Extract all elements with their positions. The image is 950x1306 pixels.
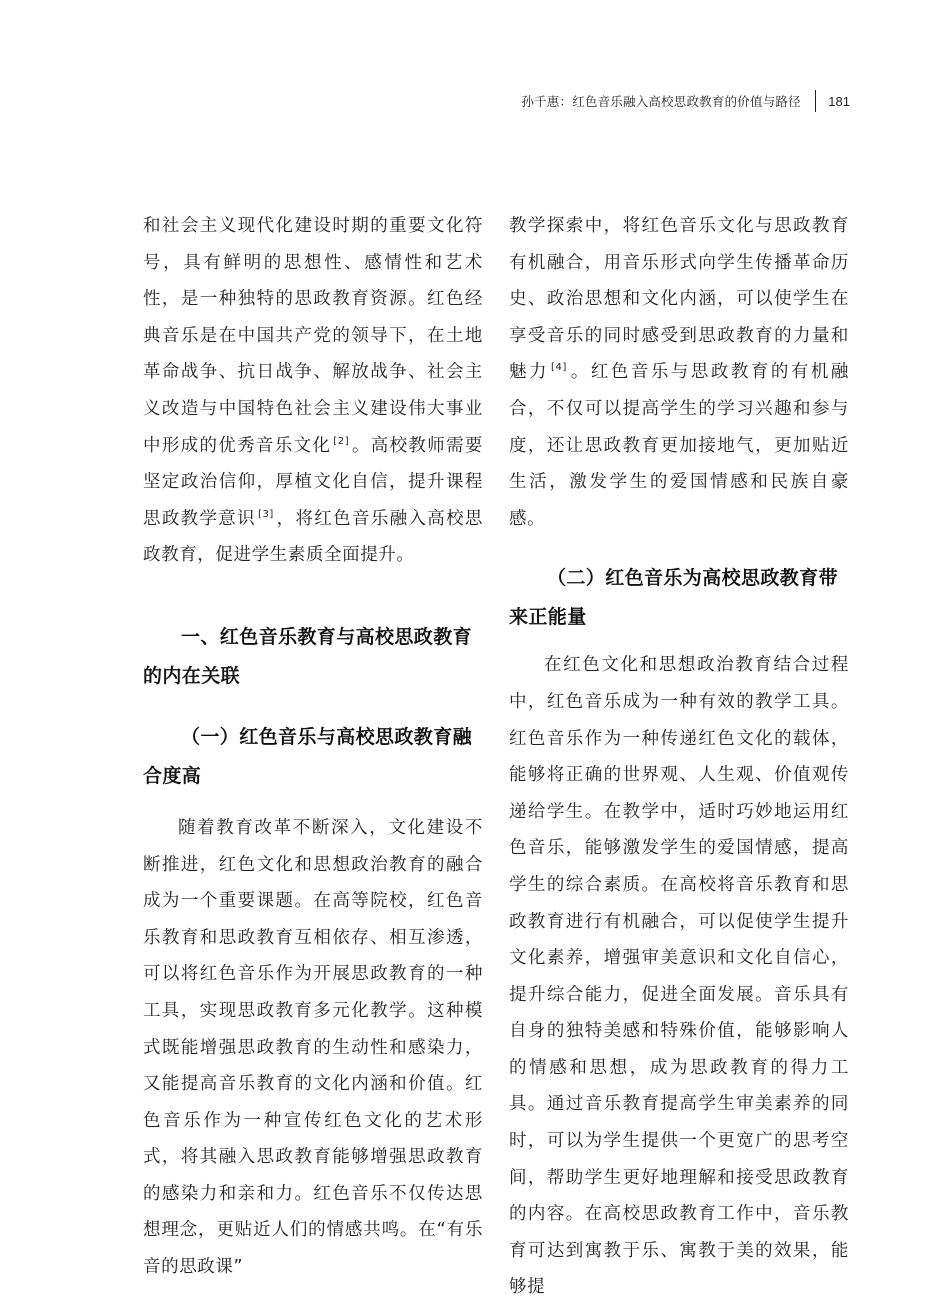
left-paragraph-1 [143, 208, 483, 574]
text-segment: ，将红色音乐融入高校思政教育，促进学生素质全面提升。 [143, 508, 483, 566]
section-heading: 一、红色音乐教育与高校思政教育的内在关联 [143, 625, 473, 687]
text-segment: 和社会主义现代化建设时期的重要文化符号，具有鲜明的思想性、感情性和艺术性，是一种独特的思政教育资源。红色经典音乐是在中国共产党的领导下，在土地革命战争、抗日战争、解放战争、社会主义改造与中国特色社会主义建设伟大事业中形成的优秀音乐文化 [143, 216, 483, 456]
right-paragraph-1 [509, 208, 849, 537]
text-segment: 教学探索中，将红色音乐文化与思政教育有机融合，用音乐形式向学生传播革命历史、政治思想和文化内涵，可以使学生在享受音乐的同时感受到思政教育的力量和魅力 [509, 216, 849, 383]
right-paragraph-2: 在红色文化和思想政治教育结合过程中，红色音乐成为一种有效的教学工具。红色音乐作为一种传递红色文化的载体，能够将正确的世界观、人生观、价值观传递给学生。在教学中，适时巧妙地运用红色音乐，能够激发学生的爱国情感，提高学生的综合素质。在高校将音乐教育和思政教育进行有机融合，可以促使学生提升文化素养，增强审美意识和文化自信心，提升综合能力，促进全面发展。音乐具有自身的独特美感和特殊价值，能够影响人的情感和思想，成为思政教育的得力工具。通过音乐教育提高学生审美素养的同时，可以为学生提供一个更宽广的思考空间，帮助学生更好地理解和接受思政教育的内容。在高校思政教育工作中，音乐教育可达到寓教于乐、寓教于美的效果，能够提 [509, 655, 849, 1298]
citation-ref: [4] [551, 362, 567, 374]
text-segment: 。高校教师需要坚定政治信仰，厚植文化自信，提升课程思政教学意识 [143, 435, 484, 529]
page-number: 181 [828, 93, 850, 109]
running-header [521, 90, 850, 112]
right-column [509, 208, 849, 1306]
subsection-heading-1: （一）红色音乐与高校思政教育融合度高 [143, 725, 473, 787]
left-paragraph-2: 随着教育改革不断深入，文化建设不断推进，红色文化和思想政治教育的融合成为一个重要课题。在高等院校，红色音乐教育和思政教育互相依存、相互渗透，可以将红色音乐作为开展思政教育的一种工具，实现思政教育多元化教学。这种模式既能增强思政教育的生动性和感染力，又能提高音乐教育的文化内涵和价值。红色音乐作为一种宣传红色文化的艺术形式，将其融入思政教育能够增强思政教育的感染力和亲和力。红色音乐不仅传达思想理念，更贴近人们的情感共鸣。在“有乐音的思政课” [143, 817, 483, 1278]
subsection-heading-2: （二）红色音乐为高校思政教育带来正能量 [509, 567, 839, 629]
citation-ref: [2] [333, 435, 350, 447]
text-segment: 。红色音乐与思政教育的有机融合，不仅可以提高学生的学习兴趣和参与度，还让思政教育更加接地气，更加贴近生活，激发学生的爱国情感和民族自豪感。 [509, 362, 850, 529]
running-title: 孙千惠：红色音乐融入高校思政教育的价值与路径 [521, 94, 801, 109]
citation-ref: [3] [257, 508, 274, 520]
header-divider [815, 90, 817, 112]
left-column [143, 208, 483, 1286]
